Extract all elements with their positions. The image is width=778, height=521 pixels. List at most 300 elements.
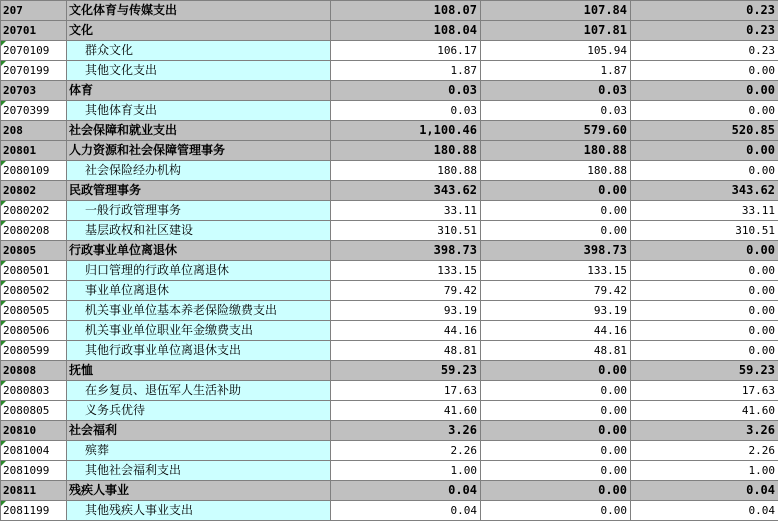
cell-value-1-text: 41.60 — [443, 404, 477, 417]
cell-value-1-text: 180.88 — [433, 143, 477, 157]
cell-value-1[interactable] — [331, 61, 481, 81]
cell-value-1-text: 310.51 — [437, 224, 477, 237]
cell-code[interactable] — [1, 341, 67, 361]
cell-value-3-text: 0.00 — [748, 264, 775, 277]
cell-value-1-text: 48.81 — [443, 344, 477, 357]
cell-indicator-icon — [1, 41, 6, 46]
cell-indicator-icon — [1, 341, 6, 346]
cell-value-3[interactable] — [631, 1, 778, 21]
cell-value-1-text: 33.11 — [443, 204, 477, 217]
cell-value-1[interactable] — [331, 381, 481, 401]
cell-name-text: 文化 — [69, 23, 94, 37]
cell-value-2-text: 107.81 — [583, 23, 627, 37]
cell-name-text: 一般行政管理事务 — [85, 203, 182, 217]
cell-value-2[interactable] — [481, 421, 631, 441]
cell-value-2[interactable] — [481, 241, 631, 261]
cell-value-1-text: 106.17 — [437, 44, 477, 57]
cell-name-text: 社会保障和就业支出 — [69, 123, 178, 137]
cell-value-1-text: 343.62 — [433, 183, 477, 197]
cell-value-3-text: 0.23 — [746, 23, 775, 37]
cell-value-2[interactable] — [481, 341, 631, 361]
cell-value-3-text: 0.00 — [748, 304, 775, 317]
cell-code-text: 20801 — [3, 144, 37, 157]
cell-value-2-text: 0.00 — [600, 404, 627, 417]
cell-value-1[interactable] — [331, 121, 481, 141]
cell-value-2-text: 0.00 — [600, 204, 627, 217]
cell-code-text: 2080501 — [3, 264, 50, 277]
cell-value-2[interactable] — [481, 41, 631, 61]
cell-code[interactable] — [1, 501, 67, 521]
cell-value-2-text: 398.73 — [583, 243, 627, 257]
cell-value-3[interactable] — [631, 381, 778, 401]
table-row[interactable] — [1, 1, 778, 21]
cell-value-2-text: 93.19 — [593, 304, 627, 317]
cell-name[interactable] — [67, 21, 331, 41]
cell-name[interactable] — [67, 361, 331, 381]
cell-value-3-text: 0.04 — [746, 483, 775, 497]
cell-value-1-text: 93.19 — [443, 304, 477, 317]
cell-name[interactable] — [67, 281, 331, 301]
cell-name[interactable] — [67, 461, 331, 481]
cell-code[interactable] — [1, 81, 67, 101]
cell-value-1-text: 133.15 — [437, 264, 477, 277]
cell-name[interactable] — [67, 241, 331, 261]
cell-value-2[interactable] — [481, 141, 631, 161]
cell-value-1[interactable] — [331, 41, 481, 61]
cell-name[interactable] — [67, 321, 331, 341]
cell-value-2[interactable] — [481, 121, 631, 141]
cell-code[interactable] — [1, 221, 67, 241]
cell-name-text: 民政管理事务 — [69, 183, 142, 197]
cell-code[interactable] — [1, 41, 67, 61]
cell-code[interactable] — [1, 321, 67, 341]
cell-code[interactable] — [1, 61, 67, 81]
cell-value-3[interactable] — [631, 21, 778, 41]
cell-value-1[interactable] — [331, 101, 481, 121]
cell-value-3-text: 343.62 — [731, 183, 775, 197]
cell-value-2-text: 0.00 — [598, 363, 627, 377]
table-row[interactable] — [1, 261, 778, 281]
cell-code-text: 20808 — [3, 364, 37, 377]
cell-indicator-icon — [1, 261, 6, 266]
cell-code[interactable] — [1, 281, 67, 301]
cell-code[interactable] — [1, 261, 67, 281]
cell-name-text: 残疾人事业 — [69, 483, 130, 497]
cell-value-3[interactable] — [631, 201, 778, 221]
cell-value-3-text: 59.23 — [738, 363, 775, 377]
cell-value-2[interactable] — [481, 401, 631, 421]
table-row[interactable] — [1, 481, 778, 501]
cell-value-2[interactable] — [481, 361, 631, 381]
cell-name[interactable] — [67, 141, 331, 161]
cell-code[interactable] — [1, 161, 67, 181]
cell-value-2-text: 0.00 — [600, 224, 627, 237]
cell-name[interactable] — [67, 501, 331, 521]
cell-code-text: 20802 — [3, 184, 37, 197]
cell-indicator-icon — [1, 301, 6, 306]
cell-name[interactable] — [67, 481, 331, 501]
cell-code-text: 208 — [3, 124, 23, 137]
cell-code-text: 2080202 — [3, 204, 50, 217]
cell-name-text: 社会保险经办机构 — [85, 163, 182, 177]
cell-value-2-text: 0.03 — [600, 104, 627, 117]
cell-name[interactable] — [67, 221, 331, 241]
cell-value-3-text: 0.00 — [746, 83, 775, 97]
cell-code[interactable] — [1, 181, 67, 201]
cell-name-text: 体育 — [69, 83, 94, 97]
cell-code-text: 2081004 — [3, 444, 50, 457]
table-row[interactable] — [1, 441, 778, 461]
cell-value-2-text: 107.84 — [583, 3, 627, 17]
table-row[interactable] — [1, 141, 778, 161]
table-row[interactable] — [1, 401, 778, 421]
cell-name-text: 义务兵优待 — [85, 403, 146, 417]
cell-value-3-text: 17.63 — [741, 384, 775, 397]
cell-name[interactable] — [67, 341, 331, 361]
table-row[interactable] — [1, 21, 778, 41]
cell-code-text: 2080803 — [3, 384, 50, 397]
cell-code-text: 2080805 — [3, 404, 50, 417]
cell-value-1-text: 59.23 — [440, 363, 477, 377]
cell-value-1[interactable] — [331, 181, 481, 201]
cell-code[interactable] — [1, 301, 67, 321]
cell-value-1-text: 108.07 — [433, 3, 477, 17]
cell-value-1-text: 1.87 — [450, 64, 477, 77]
cell-value-3-text: 0.23 — [746, 3, 775, 17]
table-row[interactable] — [1, 181, 778, 201]
cell-value-2-text: 0.00 — [600, 444, 627, 457]
table-row[interactable] — [1, 41, 778, 61]
cell-code[interactable] — [1, 441, 67, 461]
cell-value-2-text: 180.88 — [587, 164, 627, 177]
cell-value-3[interactable] — [631, 481, 778, 501]
cell-code[interactable] — [1, 1, 67, 21]
table-body — [1, 1, 778, 521]
cell-code[interactable] — [1, 421, 67, 441]
cell-value-3-text: 0.00 — [748, 64, 775, 77]
cell-name[interactable] — [67, 261, 331, 281]
cell-value-1-text: 0.03 — [448, 83, 477, 97]
cell-name-text: 其他体育支出 — [85, 103, 158, 117]
cell-value-3[interactable] — [631, 441, 778, 461]
cell-indicator-icon — [1, 281, 6, 286]
cell-value-3-text: 41.60 — [741, 404, 775, 417]
cell-value-3[interactable] — [631, 401, 778, 421]
cell-value-3[interactable] — [631, 121, 778, 141]
cell-name[interactable] — [67, 201, 331, 221]
table-row[interactable] — [1, 421, 778, 441]
cell-name-text: 事业单位离退休 — [85, 283, 170, 297]
cell-value-3-text: 0.00 — [748, 284, 775, 297]
cell-value-2[interactable] — [481, 161, 631, 181]
cell-value-1-text: 0.04 — [450, 504, 477, 517]
cell-value-1-text: 0.04 — [448, 483, 477, 497]
table-row[interactable] — [1, 361, 778, 381]
cell-code-text: 2070199 — [3, 64, 50, 77]
cell-indicator-icon — [1, 381, 6, 386]
cell-name-text: 基层政权和社区建设 — [85, 223, 194, 237]
cell-value-1-text: 108.04 — [433, 23, 477, 37]
cell-name[interactable] — [67, 101, 331, 121]
cell-value-2[interactable] — [481, 21, 631, 41]
cell-code[interactable] — [1, 241, 67, 261]
cell-name-text: 行政事业单位离退休 — [69, 243, 178, 257]
cell-value-2-text: 0.00 — [600, 384, 627, 397]
cell-value-3-text: 0.00 — [748, 164, 775, 177]
cell-value-3-text: 310.51 — [735, 224, 775, 237]
cell-name[interactable] — [67, 421, 331, 441]
cell-value-1[interactable] — [331, 321, 481, 341]
cell-name[interactable] — [67, 161, 331, 181]
cell-value-1[interactable] — [331, 1, 481, 21]
table-row[interactable] — [1, 61, 778, 81]
cell-value-1-text: 44.16 — [443, 324, 477, 337]
cell-value-3[interactable] — [631, 221, 778, 241]
cell-name-text: 社会福利 — [69, 423, 118, 437]
cell-indicator-icon — [1, 321, 6, 326]
cell-value-3[interactable] — [631, 61, 778, 81]
cell-value-3[interactable] — [631, 421, 778, 441]
cell-name[interactable] — [67, 1, 331, 21]
cell-indicator-icon — [1, 441, 6, 446]
cell-indicator-icon — [1, 501, 6, 506]
cell-value-1[interactable] — [331, 81, 481, 101]
cell-name-text: 抚恤 — [69, 363, 94, 377]
cell-value-2-text: 44.16 — [593, 324, 627, 337]
cell-code[interactable] — [1, 141, 67, 161]
cell-value-1[interactable] — [331, 261, 481, 281]
table-row[interactable] — [1, 221, 778, 241]
table-row[interactable] — [1, 501, 778, 521]
cell-value-3-text: 0.00 — [748, 104, 775, 117]
cell-code[interactable] — [1, 361, 67, 381]
cell-code[interactable] — [1, 381, 67, 401]
cell-name-text: 机关事业单位职业年金缴费支出 — [85, 323, 254, 337]
cell-value-3[interactable] — [631, 341, 778, 361]
cell-value-2[interactable] — [481, 441, 631, 461]
cell-value-2[interactable] — [481, 461, 631, 481]
cell-indicator-icon — [1, 101, 6, 106]
cell-name[interactable] — [67, 181, 331, 201]
cell-value-3-text: 0.00 — [748, 344, 775, 357]
cell-code-text: 2080505 — [3, 304, 50, 317]
cell-name[interactable] — [67, 381, 331, 401]
table-row[interactable] — [1, 461, 778, 481]
cell-value-2[interactable] — [481, 381, 631, 401]
cell-code-text: 20811 — [3, 484, 37, 497]
cell-name[interactable] — [67, 41, 331, 61]
table-row[interactable] — [1, 101, 778, 121]
table-row[interactable] — [1, 301, 778, 321]
cell-value-3[interactable] — [631, 301, 778, 321]
table-row[interactable] — [1, 381, 778, 401]
cell-code-text: 2080506 — [3, 324, 50, 337]
cell-code-text: 207 — [3, 4, 23, 17]
cell-value-1[interactable] — [331, 421, 481, 441]
cell-value-3[interactable] — [631, 461, 778, 481]
cell-value-1-text: 398.73 — [433, 243, 477, 257]
cell-value-2-text: 48.81 — [593, 344, 627, 357]
cell-indicator-icon — [1, 401, 6, 406]
cell-value-2[interactable] — [481, 321, 631, 341]
cell-value-2-text: 0.00 — [598, 423, 627, 437]
cell-value-3-text: 0.04 — [748, 504, 775, 517]
cell-value-1[interactable] — [331, 481, 481, 501]
cell-code-text: 2081099 — [3, 464, 50, 477]
cell-code[interactable] — [1, 461, 67, 481]
cell-code-text: 2080208 — [3, 224, 50, 237]
cell-value-2-text: 0.00 — [598, 483, 627, 497]
cell-value-2[interactable] — [481, 481, 631, 501]
cell-value-3-text: 0.00 — [746, 243, 775, 257]
cell-value-2-text: 79.42 — [593, 284, 627, 297]
cell-name-text: 殡葬 — [85, 443, 110, 457]
cell-value-1[interactable] — [331, 461, 481, 481]
cell-indicator-icon — [1, 461, 6, 466]
cell-value-1[interactable] — [331, 401, 481, 421]
cell-value-3[interactable] — [631, 501, 778, 521]
cell-code-text: 2080502 — [3, 284, 50, 297]
cell-value-2[interactable] — [481, 301, 631, 321]
cell-code-text: 2081199 — [3, 504, 50, 517]
cell-value-1[interactable] — [331, 501, 481, 521]
cell-code-text: 2080599 — [3, 344, 50, 357]
cell-value-2[interactable] — [481, 101, 631, 121]
cell-value-3-text: 0.00 — [748, 324, 775, 337]
table-row[interactable] — [1, 81, 778, 101]
cell-value-1[interactable] — [331, 441, 481, 461]
cell-value-1[interactable] — [331, 241, 481, 261]
cell-name[interactable] — [67, 81, 331, 101]
cell-code-text: 2070109 — [3, 44, 50, 57]
cell-value-2[interactable] — [481, 81, 631, 101]
cell-value-2-text: 0.00 — [600, 504, 627, 517]
cell-value-3-text: 2.26 — [748, 444, 775, 457]
cell-code-text: 2070399 — [3, 104, 50, 117]
cell-indicator-icon — [1, 161, 6, 166]
table-row[interactable] — [1, 341, 778, 361]
cell-value-2-text: 133.15 — [587, 264, 627, 277]
cell-value-2[interactable] — [481, 221, 631, 241]
cell-value-1-text: 79.42 — [443, 284, 477, 297]
cell-value-1-text: 17.63 — [443, 384, 477, 397]
cell-value-2-text: 180.88 — [583, 143, 627, 157]
cell-name-text: 其他社会福利支出 — [85, 463, 182, 477]
cell-name-text: 归口管理的行政单位离退休 — [85, 263, 230, 277]
cell-indicator-icon — [1, 201, 6, 206]
cell-value-1[interactable] — [331, 21, 481, 41]
cell-value-2[interactable] — [481, 281, 631, 301]
cell-value-2-text: 0.00 — [600, 464, 627, 477]
cell-value-3[interactable] — [631, 41, 778, 61]
cell-code[interactable] — [1, 121, 67, 141]
cell-code[interactable] — [1, 401, 67, 421]
cell-code-text: 20810 — [3, 424, 37, 437]
cell-value-3-text: 1.00 — [748, 464, 775, 477]
cell-value-2[interactable] — [481, 261, 631, 281]
cell-value-3[interactable] — [631, 241, 778, 261]
table-row[interactable] — [1, 281, 778, 301]
cell-value-1[interactable] — [331, 141, 481, 161]
cell-value-2[interactable] — [481, 501, 631, 521]
cell-code[interactable] — [1, 101, 67, 121]
cell-value-2[interactable] — [481, 201, 631, 221]
cell-value-2[interactable] — [481, 181, 631, 201]
cell-name[interactable] — [67, 301, 331, 321]
cell-name-text: 人力资源和社会保障管理事务 — [69, 143, 226, 157]
cell-value-2-text: 1.87 — [600, 64, 627, 77]
cell-code-text: 2080109 — [3, 164, 50, 177]
cell-value-1[interactable] — [331, 341, 481, 361]
cell-value-3[interactable] — [631, 321, 778, 341]
cell-value-3-text: 33.11 — [741, 204, 775, 217]
cell-indicator-icon — [1, 221, 6, 226]
cell-value-3[interactable] — [631, 81, 778, 101]
cell-name[interactable] — [67, 401, 331, 421]
cell-name[interactable] — [67, 121, 331, 141]
cell-value-3-text: 520.85 — [731, 123, 775, 137]
cell-value-3[interactable] — [631, 101, 778, 121]
cell-value-2[interactable] — [481, 61, 631, 81]
cell-value-3-text: 0.00 — [746, 143, 775, 157]
cell-name[interactable] — [67, 61, 331, 81]
cell-value-3[interactable] — [631, 281, 778, 301]
cell-code-text: 20805 — [3, 244, 37, 257]
cell-name[interactable] — [67, 441, 331, 461]
cell-value-3[interactable] — [631, 181, 778, 201]
cell-name-text: 其他行政事业单位离退休支出 — [85, 343, 242, 357]
cell-value-1-text: 180.88 — [437, 164, 477, 177]
cell-value-1[interactable] — [331, 301, 481, 321]
cell-value-1-text: 2.26 — [450, 444, 477, 457]
cell-value-3-text: 3.26 — [746, 423, 775, 437]
cell-name-text: 在乡复员、退伍军人生活补助 — [85, 383, 242, 397]
cell-name-text: 其他文化支出 — [85, 63, 158, 77]
cell-value-2[interactable] — [481, 1, 631, 21]
cell-value-1[interactable] — [331, 161, 481, 181]
cell-value-1-text: 3.26 — [448, 423, 477, 437]
cell-value-3[interactable] — [631, 161, 778, 181]
cell-value-2-text: 0.00 — [598, 183, 627, 197]
cell-value-1-text: 1.00 — [450, 464, 477, 477]
cell-code-text: 20701 — [3, 24, 37, 37]
cell-code[interactable] — [1, 21, 67, 41]
cell-value-1[interactable] — [331, 281, 481, 301]
cell-name-text: 机关事业单位基本养老保险缴费支出 — [85, 303, 278, 317]
cell-code[interactable] — [1, 481, 67, 501]
table-row[interactable] — [1, 321, 778, 341]
table-row[interactable] — [1, 241, 778, 261]
cell-value-2-text: 105.94 — [587, 44, 627, 57]
cell-value-1-text: 1,100.46 — [419, 123, 477, 137]
cell-value-1[interactable] — [331, 221, 481, 241]
table-row[interactable] — [1, 161, 778, 181]
table-row[interactable] — [1, 121, 778, 141]
cell-value-2-text: 0.03 — [598, 83, 627, 97]
cell-code[interactable] — [1, 201, 67, 221]
cell-value-3-text: 0.23 — [748, 44, 775, 57]
cell-value-1[interactable] — [331, 201, 481, 221]
cell-value-1[interactable] — [331, 361, 481, 381]
cell-value-3[interactable] — [631, 361, 778, 381]
cell-name-text: 文化体育与传媒支出 — [69, 3, 178, 17]
cell-indicator-icon — [1, 61, 6, 66]
cell-value-3[interactable] — [631, 141, 778, 161]
cell-value-3[interactable] — [631, 261, 778, 281]
table-row[interactable] — [1, 201, 778, 221]
cell-name-text: 其他残疾人事业支出 — [85, 503, 194, 517]
cell-value-1-text: 0.03 — [450, 104, 477, 117]
